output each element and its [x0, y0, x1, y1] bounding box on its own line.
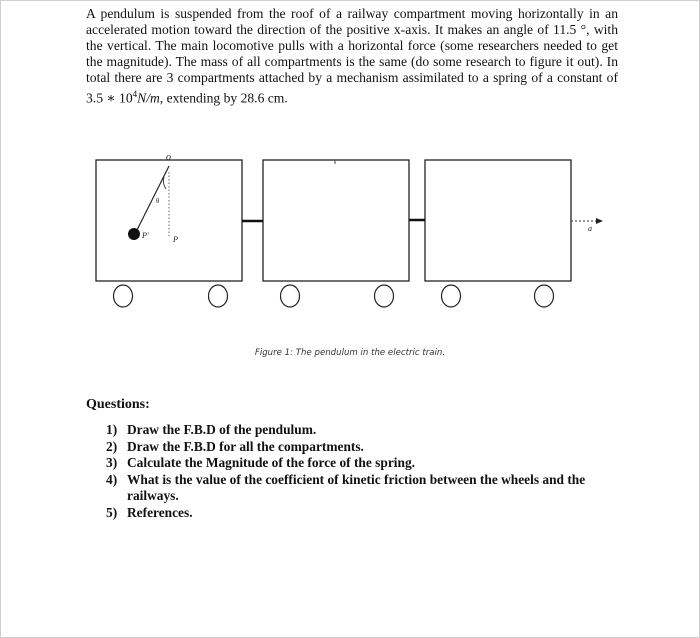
label-p-prime: P': [142, 231, 149, 240]
unit: N/m: [137, 90, 160, 106]
compartment-1: [96, 160, 242, 281]
question-item: 5) References.: [106, 504, 193, 520]
train-figure: [0, 140, 700, 320]
questions-title: Questions:: [86, 397, 150, 412]
label-p: P: [173, 235, 178, 244]
compartment-2: [263, 160, 409, 281]
label-a: a: [588, 224, 592, 233]
compartment-3: [425, 160, 571, 281]
wheel: [114, 285, 133, 307]
pendulum-bob: [128, 228, 140, 240]
questions-list: [106, 422, 606, 521]
arrow-head: [596, 218, 603, 224]
wheel: [281, 285, 300, 307]
wheel: [375, 285, 394, 307]
question-item: 3) Calculate the Magnitude of the force of the spring.: [106, 455, 415, 470]
question-item: 4) What is the value of the coefficient of kinetic friction between the wheels and the railways.: [106, 471, 586, 503]
wheel: [209, 285, 228, 307]
pendulum-string: [136, 166, 169, 232]
wheel: [442, 285, 461, 307]
angle-arc: [163, 177, 166, 189]
problem-statement: A pendulum is suspended from the roof of a railway compartment moving horizontally in an accelerated motion toward the direction of the positive x-axis. It makes an angle of 11.5 °, with the vertical. The main locomotive pulls with a horizontal force (some researchers needed to get the magnitude). The mass of all compartments is the same (do some research to figure it out). In total there are 3 compartments attached by a mechanism assimilated to a spring of a constant of 3.5 ∗ $10^4N/m$, extending by 28.6 cm.: [86, 6, 618, 106]
question-item: 2) Draw the F.B.D for all the compartments.: [106, 438, 364, 454]
exponent: 4: [132, 89, 138, 99]
question-item: 1) Draw the F.B.D of the pendulum.: [106, 422, 317, 437]
label-theta: θ: [156, 197, 160, 205]
label-o: o: [166, 152, 171, 163]
wheel: [535, 285, 554, 307]
figure-caption: Figure 1: The pendulum in the electric train.: [254, 348, 446, 358]
